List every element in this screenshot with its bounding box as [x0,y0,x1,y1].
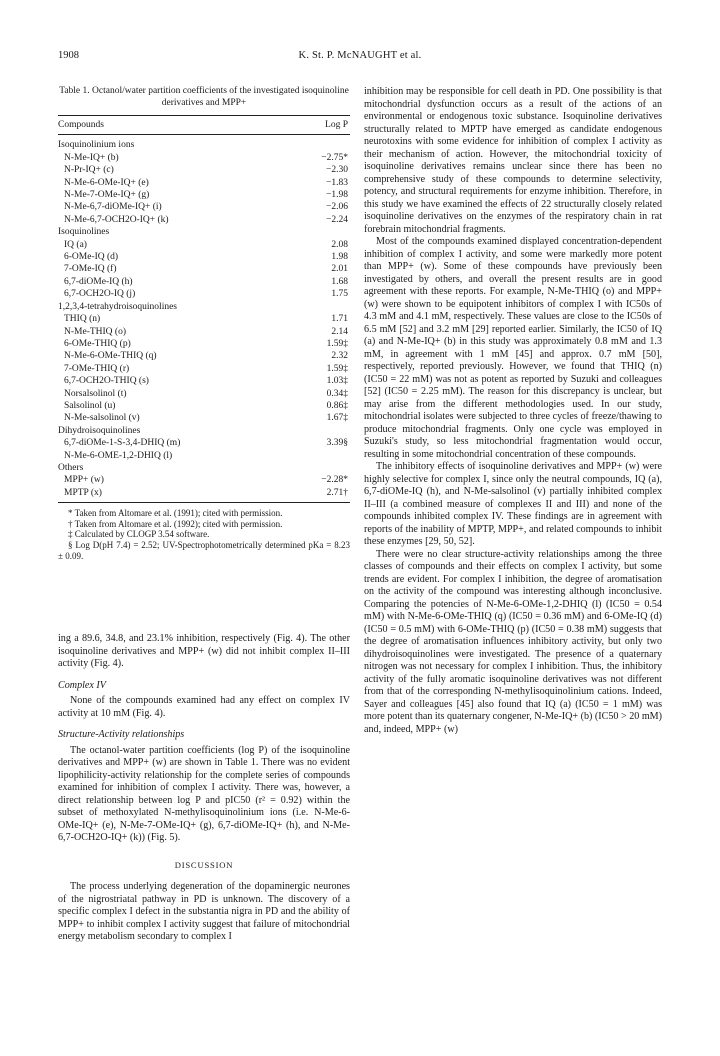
table-row [58,263,350,275]
compound-name: 6,7-OCH2O-THIQ (s) [64,376,149,387]
section-heading-complex-iv: Complex IV [58,679,106,691]
logp-value [293,462,350,474]
table-row [58,474,350,486]
logp-value: −2.24 [326,214,348,225]
footnote: ‡ Calculated by CLOGP 3.54 software. [68,529,210,540]
logp-value: 2.14 [331,326,348,337]
table-row [58,363,350,375]
partition-coefficient-table [58,115,350,503]
logp-value: 3.39§ [326,438,348,449]
table-group-row [58,135,350,152]
compound-name: 6-OMe-IQ (d) [64,252,119,263]
logp-value: 2.71† [293,487,350,503]
table-row [58,164,350,176]
table-footnotes [58,508,350,561]
compound-name: Norsalsolinol (t) [64,388,127,399]
table-header-row [58,116,350,135]
logp-value: 1.59‡ [326,338,348,349]
footnote: * Taken from Altomare et al. (1991); cited with permission. [68,508,283,519]
table-row [58,487,350,503]
table-caption: Table 1. Octanol/water partition coefficients of the investigated isoquinoline derivatives and MPP+ [59,86,349,108]
table-row [58,450,350,462]
logp-value: −2.06 [326,202,348,213]
logp-value: −2.28* [321,475,348,486]
compound-name: 6,7-OCH2O-IQ (j) [64,289,136,300]
table-row [58,326,350,338]
compound-name: IQ (a) [64,239,87,250]
logp-value [293,226,350,238]
table-row [58,338,350,350]
left-column [58,86,350,944]
table-row [58,251,350,263]
table-row [58,375,350,387]
table-group-row [58,462,350,474]
logp-value: −2.75* [321,152,348,163]
table-row [58,239,350,251]
paragraph: Most of the compounds examined displayed concentration-dependent inhibition of complex I activity, and some were markedly more potent than MPP+ (w). Some of these compounds have previously been investigated by others, and overall the present results are in good agreement with these reports. For example, N-Me-THIQ (o) and MPP+ (w) were shown to be equipotent inhibitors of complex I with IC50s of 4.3 mM and 4.1 mM, respectively. These values are close to the IC50s of 6.5 mM [52] and 3.2 mM [29] reported earlier. Similarly, the IC50 of IQ (a) and N-Me-IQ+ (b) in this study was approximately 0.8 mM and 1.3 mM, in agreement with 1 mM [45] and approx. 0.7 mM [50], respectively, reported previously. However, we found that THIQ (n) (IC50 = 22 mM) was not as potent as reported by Suzuki and colleagues [52] (IC50 = 2.25 mM). The reason for this discrepancy is unclear, but may arise from the different methodologies used. In our study, mitochondrial isolates were subjected to three cycles of freeze/thawing to produce mitochondrial fragments. Only one cycle was employed in Suzuki's study, so less mitochondrial fragmentation would occur, resulting in some mitochondrial concentration of these compounds. [364,236,662,460]
logp-value: 1.98 [331,252,348,263]
logp-value: 1.68 [331,276,348,287]
logp-value [293,425,350,437]
logp-value: −2.30 [326,165,348,176]
running-title: K. St. P. McNAUGHT et al. [298,50,422,61]
logp-value: 1.59‡ [326,363,348,374]
compound-name: N-Me-6,7-diOMe-IQ+ (i) [64,202,162,213]
compound-name: Others [58,462,84,473]
table-row [58,313,350,325]
col-header-logp: Log P [293,116,350,135]
compound-name: N-Me-6-OMe-THIQ (q) [64,351,157,362]
compound-name: THIQ (n) [64,314,101,325]
logp-value: 0.34‡ [326,388,348,399]
compound-name: 7-OMe-THIQ (r) [64,363,130,374]
table-row [58,152,350,164]
table-row [58,201,350,213]
compound-name: N-Me-IQ+ (b) [64,152,119,163]
table-row [58,276,350,288]
col-header-compounds: Compounds [58,116,293,135]
logp-value: 1.67‡ [326,413,348,424]
logp-value [293,301,350,313]
paragraph: The octanol-water partition coefficients (log P) of the isoquinoline derivatives and MPP+ (w) are shown in Table 1. There was no evident lipophilicity-activity relationship for the complete series of compounds examined for inhibition of complex I activity. There was, however, a direct relationship between log P and pIC50 (r² = 0.92) within the subset of methoxylated N-methylisoquinolinium ions (i.e. N-Me-6-OMe-IQ+ (e), N-Me-7-OMe-IQ+ (g), 6,7-diOMe-IQ+ (h), and N-Me-6,7-OCH2O-IQ+ (k)) (Fig. 5). [58,744,350,844]
compound-name: N-Me-6-OME-1,2-DHIQ (l) [64,450,173,461]
table-group-row [58,425,350,437]
table-group-row [58,301,350,313]
logp-value: −1.98 [326,190,348,201]
logp-value [293,135,350,152]
compound-name: N-Me-6,7-OCH2O-IQ+ (k) [64,214,169,225]
paragraph: None of the compounds examined had any effect on complex IV activity at 10 mM (Fig. 4). [58,695,350,719]
footnote: † Taken from Altomare et al. (1992); cited with permission. [68,518,283,529]
logp-value: 1.75 [331,289,348,300]
logp-value: 2.32 [331,351,348,362]
logp-value: −1.83 [326,177,348,188]
compound-name: N-Me-THIQ (o) [64,326,126,337]
table-row [58,350,350,362]
logp-value: 2.01 [331,264,348,275]
compound-name: Isoquinolines [58,227,110,238]
table-row [58,288,350,300]
table-row [58,214,350,226]
table-row [58,437,350,449]
right-column [364,86,662,736]
table-group-row [58,226,350,238]
compound-name: 7-OMe-IQ (f) [64,264,117,275]
logp-value: 0.86‡ [326,400,348,411]
page-header [58,50,662,64]
compound-name: 1,2,3,4-tetrahydroisoquinolines [58,301,177,312]
logp-value [293,450,350,462]
logp-value: 2.08 [331,239,348,250]
compound-name: 6,7-diOMe-1-S-3,4-DHIQ (m) [64,438,181,449]
compound-name: Dihydroisoquinolines [58,425,141,436]
paragraph: The inhibitory effects of isoquinoline derivatives and MPP+ (w) were highly selective for complex I, since only the neutral compounds, IQ (a), 6,7-diOMe-IQ (h), and N-Me-salsolinol (v) partially inhibited complex II–III (a combined measure of complexes II and III) and none of the compounds inhibited complex IV. These findings are in agreement with reports of the inability of MPTP, MPP+, and related compounds to inhibit these enzymes [29, 50, 52]. [364,461,662,547]
section-heading-structure-activity: Structure-Activity relationships [58,729,185,741]
table-row [58,177,350,189]
logp-value: 1.71 [331,314,348,325]
paragraph: inhibition may be responsible for cell death in PD. One possibility is that mitochondrial dysfunction occurs as a result of the actions of an environmental or endogenous toxic substance. Isoquinoline derivatives structurally related to MPTP have emerged as candidate endogenous neurotoxins with some evidence for inhibition of complex I activity as their mechanism of action. However, the mitochondrial toxicity of isoquinoline derivatives remains unclear since there has been no comprehensive study of these compounds to determine selectivity, potency, and structural requirements for enzyme inhibition. Therefore, in this study we have examined the effects of 22 structurally closely related isoquinoline derivatives on the enzymes of the respiratory chain in rat forebrain mitochondrial fragments. [364,86,662,235]
compound-name: MPTP (x) [58,487,293,503]
table-row [58,388,350,400]
table-row [58,400,350,412]
table-body [58,135,350,503]
table-row [58,412,350,424]
compound-name: N-Me-salsolinol (v) [64,413,140,424]
compound-name: N-Me-6-OMe-IQ+ (e) [64,177,149,188]
compound-name: N-Me-7-OMe-IQ+ (g) [64,190,150,201]
footnote: § Log D(pH 7.4) = 2.52; UV-Spectrophotometrically determined pKa = 8.23 ± 0.09. [58,539,350,561]
compound-name: N-Pr-IQ+ (c) [64,165,114,176]
paragraph: There were no clear structure-activity relationships among the three classes of compounds and their effects on complex I activity, but some trends are evident. For complex I inhibition, the degree of aromatisation on the activity of the compound was interesting although inconclusive. Comparing the potencies of N-Me-6-OMe-1,2-DHIQ (l) (IC50 = 0.54 mM) with N-Me-6-OMe-THIQ (q) (IC50 = 0.36 mM) and 6-OMe-IQ (d) (IC50 = 0.5 mM) with 6-OMe-THIQ (p) (IC50 = 0.38 mM) suggests that the degree of aromatisation influences inhibitory activity, but only two dihydroisoquinolines were investigated. The presence of a quaternary nitrogen was not necessary for complex I inhibition. Thus, the inhibitory activity of the fully aromatic isoquinoline derivatives was not different from that of the corresponding N-methylisoquinolinium cations. Indeed, Sayer and colleagues [45] also found that IQ (a) (IC50 = 1 mM) was more potent than its quaternary congener, N-Me-IQ+ (b) (IC50 > 20 mM) and, indeed, MPP+ (w) [364,548,663,735]
paragraph: ing a 89.6, 34.8, and 23.1% inhibition, respectively (Fig. 4). The other isoquinoline derivatives and MPP+ (w) did not inhibit complex II–III activity (Fig. 4). [58,633,350,670]
paragraph: The process underlying degeneration of the dopaminergic neurones of the nigrostriatal pathway in PD is unknown. The discovery of a specific complex I defect in the substantia nigra in PD and the ability of MPP+ to inhibit complex I activity suggest that failure of mitochondrial energy metabolism secondary to complex I [58,881,350,943]
section-heading-discussion: DISCUSSION [174,859,234,870]
column-gap [58,561,350,633]
logp-value: 1.03‡ [326,376,348,387]
table-row [58,189,350,201]
compound-name: 6,7-diOMe-IQ (h) [64,276,133,287]
compound-name: Isoquinolinium ions [58,140,135,151]
compound-name: 6-OMe-THIQ (p) [64,338,131,349]
compound-name: Salsolinol (u) [64,400,116,411]
compound-name: MPP+ (w) [64,475,104,486]
page-number: 1908 [58,50,79,61]
